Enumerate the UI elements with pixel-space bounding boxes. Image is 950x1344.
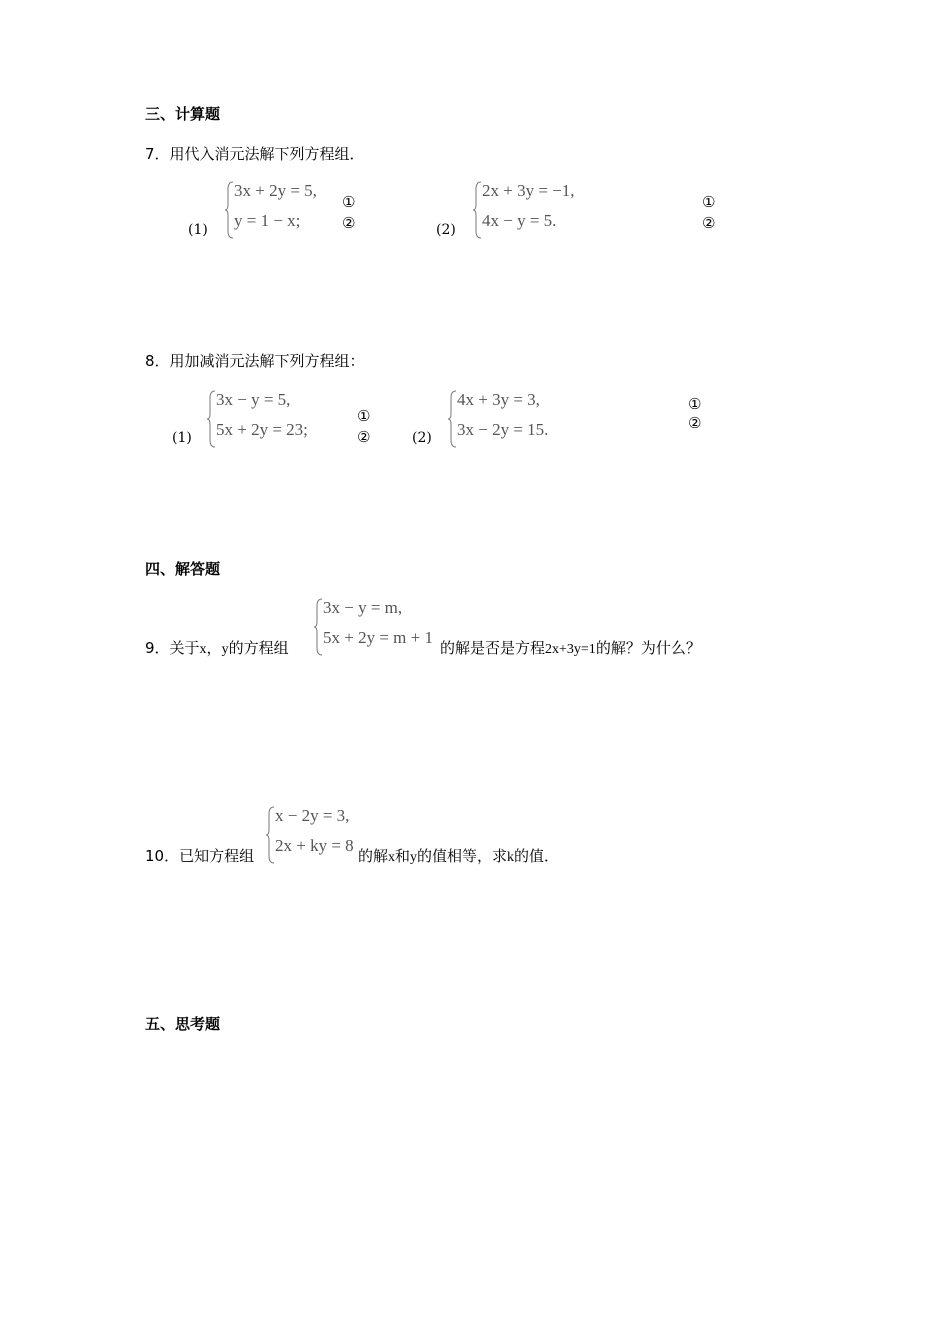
section-heading-4: 四、解答题 — [145, 560, 221, 578]
q8-part1-mark1: ① — [357, 407, 371, 425]
brace-icon — [265, 806, 275, 864]
q9-eq2: 5x + 2y = m + 1 — [323, 628, 433, 647]
q8-part1-label: (1) — [172, 430, 192, 446]
question-10-text-tail — [358, 845, 559, 866]
brace-icon — [472, 181, 482, 239]
q8-part2-eq2: 3x − 2y = 15. — [457, 420, 549, 439]
q7-part1-eq1: 3x + 2y = 5, — [234, 181, 317, 200]
question-8-text: 8．用加减消元法解下列方程组： — [145, 352, 365, 370]
q9-var-y: y — [221, 642, 229, 657]
q8-part1-mark2: ② — [357, 428, 371, 446]
q9-var-x: x — [199, 642, 207, 657]
q9-prefix: 9．关于 — [145, 639, 200, 657]
brace-icon — [313, 598, 323, 656]
question-10-text: 10．已知方程组 — [145, 847, 255, 865]
q10-t1: 的解 — [358, 847, 389, 865]
q7-part2-label: (2) — [436, 222, 456, 238]
q10-t4: 的值． — [514, 847, 560, 865]
q7-part2-mark1: ① — [702, 193, 716, 211]
q10-var-x: x — [388, 850, 396, 865]
q10-var-y: y — [410, 850, 418, 865]
q10-t2: 和 — [395, 847, 411, 865]
brace-icon — [447, 390, 457, 448]
q10-eq2: 2x + ky = 8 — [275, 836, 354, 855]
q8-part1-eq2: 5x + 2y = 23; — [216, 420, 308, 439]
q10-eq1: x − 2y = 3, — [275, 806, 350, 825]
q7-part1-label: (1) — [188, 222, 208, 238]
q9-eq1: 3x − y = m, — [323, 598, 403, 617]
q9-suffix1: 的解是否是方程 — [440, 639, 546, 657]
q7-part1-mark1: ① — [342, 193, 356, 211]
section-heading-5: 五、思考题 — [145, 1015, 221, 1033]
q8-part1-eq1: 3x − y = 5, — [216, 390, 291, 409]
q9-equation: 2x+3y=1 — [545, 642, 596, 657]
q9-comma: ， — [206, 639, 222, 657]
q7-part2-mark2: ② — [702, 214, 716, 232]
q7-part2-eq2: 4x − y = 5. — [482, 211, 557, 230]
q10-var-k: k — [507, 850, 515, 865]
brace-icon — [224, 181, 234, 239]
q9-suffix2: 的解？为什么？ — [595, 639, 701, 657]
section-heading-3: 三、计算题 — [145, 105, 221, 123]
q10-t3: 的值相等，求 — [417, 847, 508, 865]
q8-part2-eq1: 4x + 3y = 3, — [457, 390, 540, 409]
q7-part1-eq2: y = 1 − x; — [234, 211, 301, 230]
question-9-text-tail — [440, 637, 701, 658]
brace-icon — [206, 390, 216, 448]
q7-part1-mark2: ② — [342, 214, 356, 232]
q7-part2-eq1: 2x + 3y = −1, — [482, 181, 575, 200]
q8-part2-mark2: ② — [688, 414, 702, 432]
q8-part2-label: (2) — [412, 430, 432, 446]
q9-mid: 的方程组 — [228, 639, 289, 657]
question-9-text — [145, 637, 289, 658]
q8-part2-mark1: ① — [688, 395, 702, 413]
question-7-text: 7．用代入消元法解下列方程组． — [145, 145, 365, 163]
